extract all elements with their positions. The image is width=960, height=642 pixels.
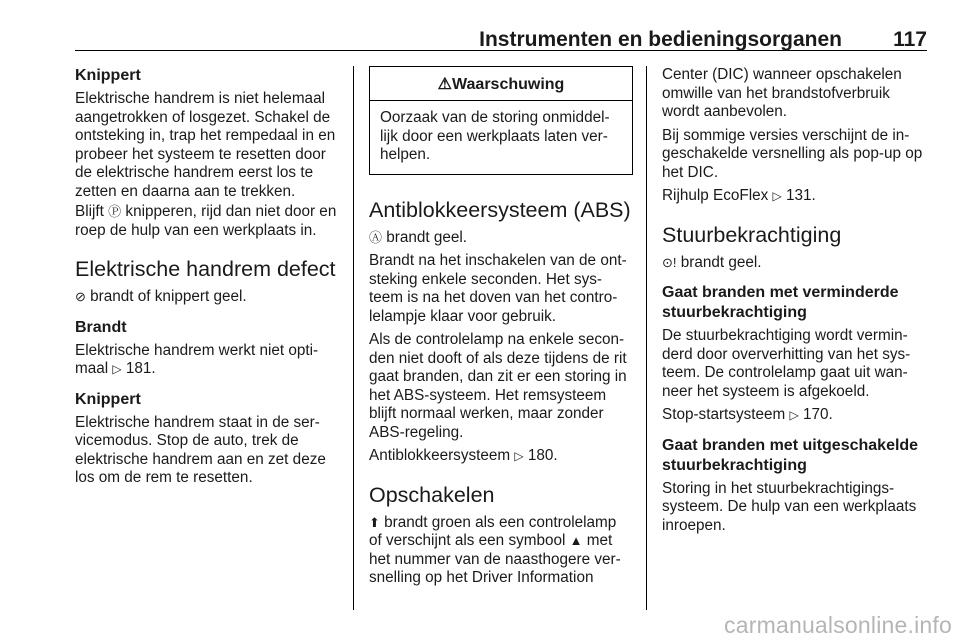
paragraph: Ⓐ brandt geel.: [369, 228, 468, 246]
paragraph: Blijft Ⓟ knipperen, rijd dan niet door en roep de hulp van een werkplaats in.: [75, 203, 337, 239]
page-ref[interactable]: 180.: [527, 447, 558, 464]
page-ref[interactable]: 181.: [125, 360, 156, 377]
section-title: Stuurbekrachtiging: [662, 222, 842, 247]
section-heading: Brandt: [75, 318, 127, 336]
section-heading: Knippert: [75, 67, 141, 84]
upshift-icon: ⬆: [369, 514, 380, 530]
column-middle: [369, 66, 633, 593]
parking-brake-icon: Ⓟ: [108, 204, 122, 219]
paragraph: ⬆ brandt groen als een controlelamp of verschijnt als een symbool ▲ met het nummer van de naasthogere ver-snelling op het Driver Information: [369, 513, 621, 586]
brake-fault-icon: ⊘: [75, 289, 86, 304]
column-left: [75, 66, 340, 493]
warning-box: [369, 66, 633, 175]
warning-title: ⚠Waarschuwing: [370, 67, 632, 101]
column-right: [662, 66, 924, 540]
page-number: 117: [893, 28, 927, 51]
paragraph: ⊘ brandt of knippert geel.: [75, 288, 247, 305]
paragraph: Elektrische handrem werkt niet opti-maal ▷ 181.: [75, 341, 319, 377]
column-divider: [353, 66, 354, 610]
triangle-icon: ▲: [569, 533, 583, 548]
page-ref-arrow-icon: ▷: [789, 408, 799, 422]
paragraph: Elektrische handrem is niet helemaal aangetrokken of losgezet. Schakel de ontsteking in, trap het rempedaal in en probeer het systeem te resetten door de elektrische handrem eerst los te zetten en daarna aan te trekken.: [75, 90, 336, 200]
paragraph: Center (DIC) wanneer opschakelen omwille van het brandstofverbruik wordt aanbevolen.: [662, 66, 902, 120]
warning-text: Oorzaak van de storing onmiddel-lijk door een werkplaats laten ver-helpen.: [380, 109, 610, 163]
page-header: [75, 0, 927, 51]
paragraph: Stop-startsysteem ▷ 170.: [662, 406, 833, 423]
section-title: Elektrische handrem defect: [75, 257, 336, 281]
paragraph: Rijhulp EcoFlex ▷ 131.: [662, 187, 816, 204]
paragraph: Brandt na het inschakelen van de ont-steking enkele seconden. Het sys-teem is na het doven van het contro-lelampje klaar voor gebruik.: [369, 252, 627, 325]
column-divider: [646, 66, 647, 610]
section-heading: Knippert: [75, 390, 141, 408]
paragraph: Als de controlelamp na enkele secon-den niet dooft of als deze tijdens de rit gaat branden, dan zit er een storing in het ABS-systeem. Het remsysteem blijft normaal werken, maar zonder ABS-regeling.: [369, 331, 627, 441]
steering-icon: ⊙!: [662, 254, 677, 270]
page-ref[interactable]: 131.: [786, 187, 816, 204]
page-ref-arrow-icon: ▷: [772, 189, 782, 203]
section-heading: Gaat branden met uitgeschakelde stuurbekrachtiging: [662, 436, 919, 474]
page-ref-arrow-icon: ▷: [514, 449, 524, 463]
section-title: Opschakelen: [369, 482, 495, 507]
paragraph: Bij sommige versies verschijnt de in-geschakelde versnelling als pop-up op het DIC.: [662, 126, 923, 181]
page-title: Instrumenten en bedieningsorganen: [479, 28, 842, 51]
watermark: carmanualsonline.info: [724, 612, 952, 638]
paragraph: Elektrische handrem staat in de ser-vicemodus. Stop de auto, trek de elektrische handrem aan en zet deze los om de rem te resetten.: [75, 413, 326, 486]
warning-icon: ⚠: [437, 76, 453, 93]
section-heading: Gaat branden met verminderde stuurbekrachtiging: [662, 284, 899, 321]
page-ref-arrow-icon: ▷: [112, 362, 122, 376]
page-ref[interactable]: 170.: [803, 406, 833, 423]
section-title: Antiblokkeersysteem (ABS): [369, 197, 631, 222]
paragraph: Storing in het stuurbekrachtigings-systeem. De hulp van een werkplaats inroepen.: [662, 479, 917, 534]
abs-icon: Ⓐ: [369, 229, 383, 245]
paragraph: ⊙! brandt geel.: [662, 253, 762, 271]
paragraph: De stuurbekrachtiging wordt vermin-derd door oververhitting van het sys-teem. De controlelamp gaat uit wan-neer het systeem is afgekoeld.: [662, 327, 911, 400]
paragraph: Antiblokkeersysteem ▷ 180.: [369, 447, 558, 464]
